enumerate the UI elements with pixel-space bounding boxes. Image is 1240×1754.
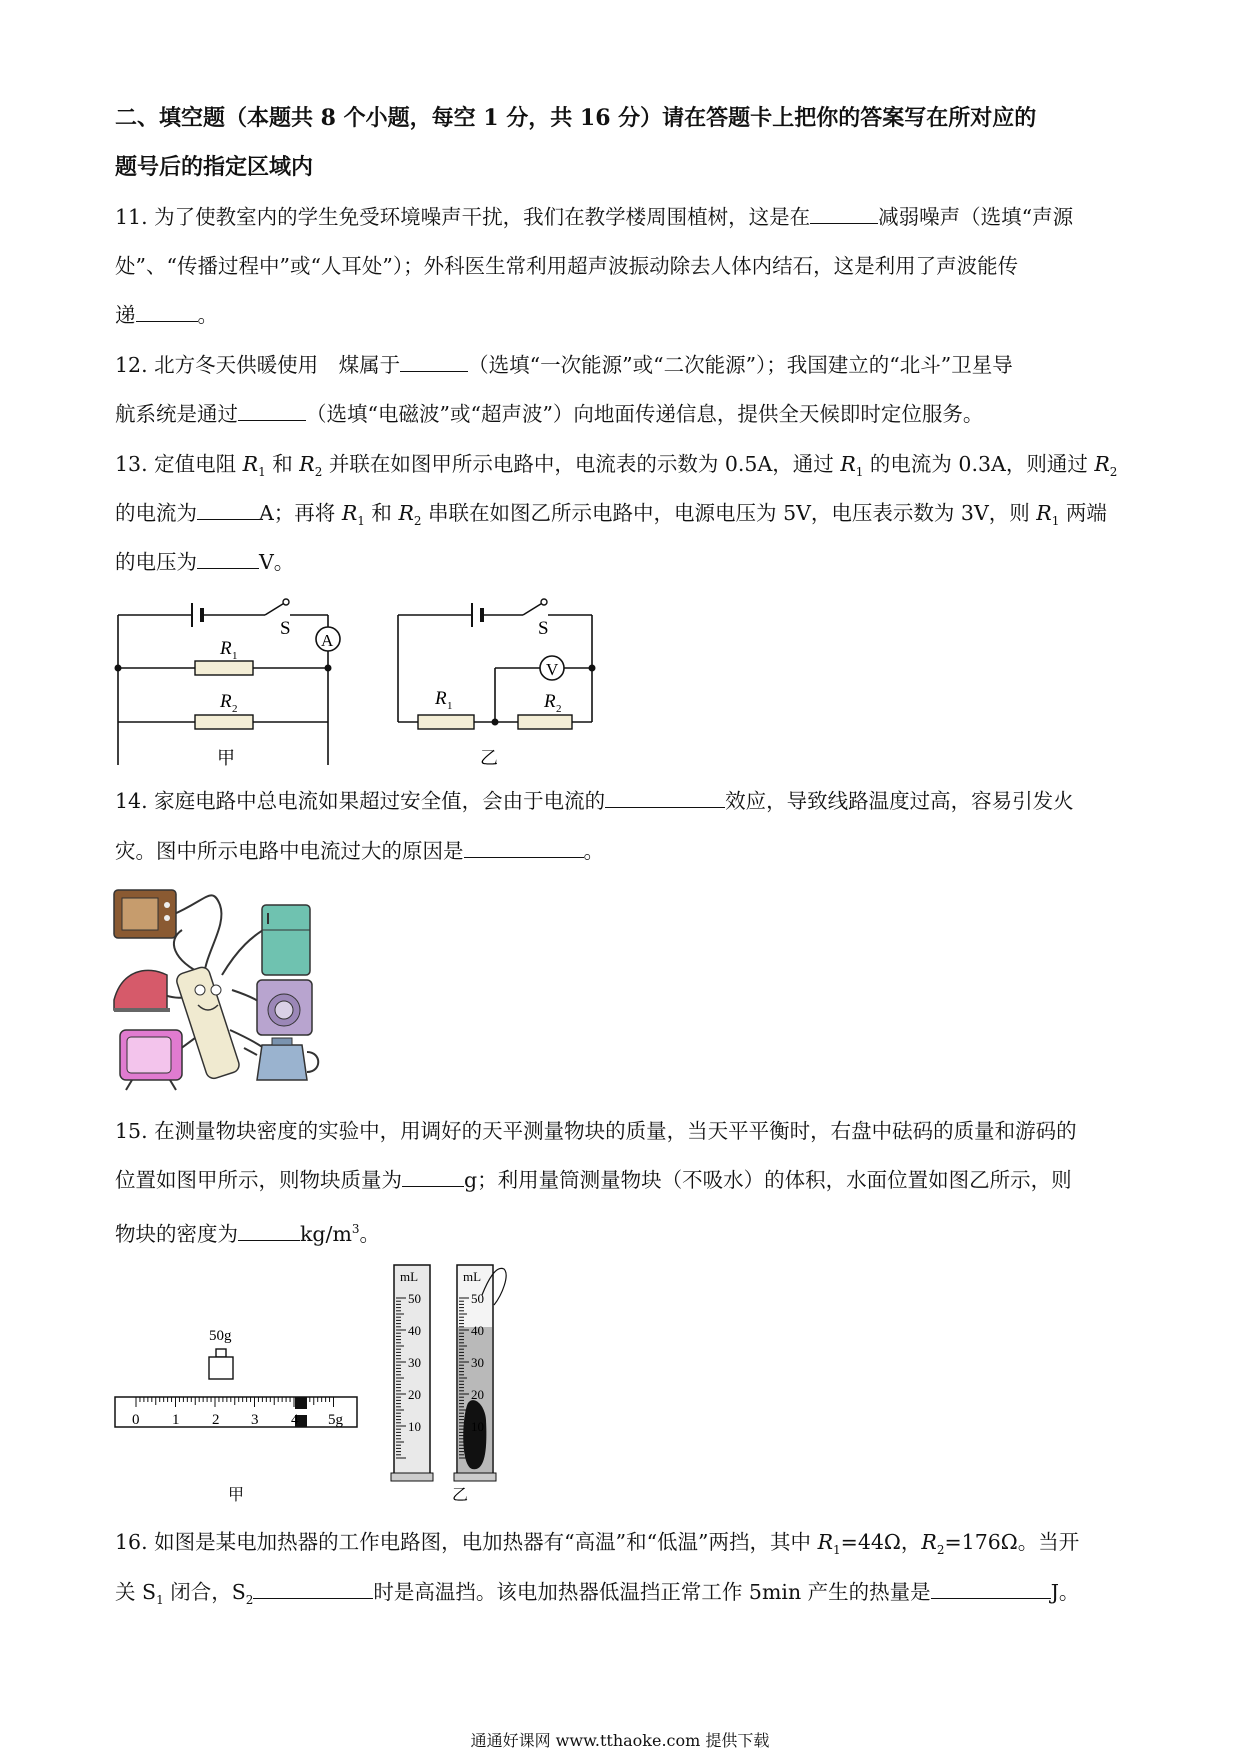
q14-text: 灾。图中所示电路中电流过大的原因是 bbox=[115, 839, 464, 863]
ammeter-label: A bbox=[321, 631, 334, 650]
answer-blank[interactable] bbox=[402, 1168, 464, 1187]
sup: 3 bbox=[351, 1222, 360, 1236]
cylinder-tick: 50 bbox=[471, 1291, 484, 1306]
figure-label-yi: 乙 bbox=[452, 1487, 469, 1504]
sub: 1 bbox=[258, 465, 266, 480]
fridge-icon bbox=[262, 905, 310, 975]
q15-text: kg/m bbox=[300, 1221, 352, 1246]
answer-blank[interactable] bbox=[238, 1222, 300, 1241]
weight-icon bbox=[209, 1349, 233, 1379]
q13-text: 13. 定值电阻 bbox=[115, 452, 243, 476]
q13-text: A；再将 bbox=[259, 501, 342, 525]
q13-text: 并联在如图甲所示电路中，电流表的示数为 0.5A，通过 bbox=[322, 452, 841, 476]
r-symbol: R bbox=[1036, 501, 1052, 525]
sub: 2 bbox=[1109, 465, 1118, 480]
beam-tick-label: 1 bbox=[172, 1412, 180, 1428]
q14-text: 。 bbox=[583, 839, 604, 863]
kettle-icon bbox=[244, 1038, 318, 1080]
footer-credit: 通通好课网 www.tthaoke.com 提供下载 bbox=[470, 1731, 770, 1750]
q13-text: 和 bbox=[364, 501, 399, 525]
q12-text-2b: （选填“电磁波”或“超声波”）向地面传递信息，提供全天候即时定位服务。 bbox=[306, 402, 984, 426]
r-symbol: R bbox=[1094, 452, 1110, 476]
q13-line3 bbox=[115, 547, 1130, 577]
answer-blank[interactable] bbox=[197, 550, 259, 569]
iron-icon bbox=[114, 970, 170, 1010]
q13-text: 的电压为 bbox=[115, 550, 197, 574]
beam-tick-label: 5g bbox=[328, 1412, 343, 1428]
q16-text: 16. 如图是某电加热器的工作电路图，电加热器有“高温”和“低温”两挡，其中 bbox=[115, 1530, 818, 1554]
q11-text-1b: 减弱噪声（选填“声源 bbox=[878, 205, 1074, 229]
r-sub: 1 bbox=[447, 700, 453, 712]
q11-text-1a: 11. 为了使教室内的学生免受环境噪声干扰，我们在教学楼周围植树，这是在 bbox=[115, 205, 811, 229]
beam-tick-label: 4 bbox=[291, 1412, 299, 1428]
q13-line1 bbox=[115, 449, 1130, 487]
q15-line1: 15. 在测量物块密度的实验中，用调好的天平测量物块的质量，当天平平衡时，右盘中砝码的质量和游码的 bbox=[115, 1119, 1077, 1143]
q16-line1 bbox=[115, 1527, 1130, 1565]
sub: 1 bbox=[855, 465, 864, 480]
q14-line2 bbox=[115, 836, 1130, 866]
answer-blank[interactable] bbox=[931, 1580, 1051, 1599]
q13-text: 串联在如图乙所示电路中，电源电压为 5V，电压表示数为 3V，则 bbox=[421, 501, 1037, 525]
answer-blank[interactable] bbox=[605, 789, 725, 808]
resistor-r2-icon bbox=[195, 715, 253, 729]
section-heading-line2: 题号后的指定区域内 bbox=[115, 154, 314, 180]
r-symbol: R bbox=[840, 452, 856, 476]
sub: 2 bbox=[314, 465, 323, 480]
r-symbol: R bbox=[817, 1530, 833, 1554]
cylinder-unit: mL bbox=[400, 1269, 419, 1284]
q16-text: 闭合，S bbox=[163, 1580, 246, 1604]
q13-text: 两端 bbox=[1059, 501, 1107, 525]
q12-text-1a: 12. 北方冬天供暖使用 煤属于 bbox=[115, 353, 401, 377]
q16-line2 bbox=[115, 1577, 1130, 1615]
answer-blank[interactable] bbox=[464, 839, 584, 858]
q13-circuit-figures bbox=[110, 590, 610, 780]
q13-text: V。 bbox=[259, 550, 295, 574]
q14-line1 bbox=[115, 786, 1130, 816]
q15-line2 bbox=[115, 1165, 1130, 1195]
cylinder-tick: 10 bbox=[471, 1419, 484, 1434]
switch-label: S bbox=[538, 618, 549, 639]
q14-text: 14. 家庭电路中总电流如果超过安全值，会由于电流的 bbox=[115, 789, 606, 813]
r-symbol: R bbox=[341, 501, 358, 525]
q11-line2: 处”、“传播过程中”或“人耳处”）；外科医生常利用超声波振动除去人体内结石，这是利用了声波能传 bbox=[115, 254, 1019, 278]
q11-line1 bbox=[115, 202, 1130, 232]
beam-tick-label: 0 bbox=[132, 1412, 140, 1428]
r-sub: 2 bbox=[232, 703, 238, 715]
r-label: R bbox=[544, 691, 556, 712]
q12-text-2a: 航系统是通过 bbox=[115, 402, 238, 426]
q13-text: 的电流为 bbox=[115, 501, 197, 525]
sub: 2 bbox=[413, 514, 422, 529]
cylinder-tick: 40 bbox=[408, 1323, 421, 1338]
section-heading-line1: 二、填空题（本题共 8 个小题，每空 1 分，共 16 分）请在答题卡上把你的答案写在所对应的 bbox=[115, 105, 1037, 131]
figure-label-yi: 乙 bbox=[480, 748, 498, 768]
r-symbol: R bbox=[299, 452, 315, 476]
r-label: R bbox=[435, 688, 447, 709]
q15-line3 bbox=[115, 1214, 1130, 1249]
r-label: R bbox=[220, 691, 232, 712]
q16-text: =44Ω， bbox=[840, 1530, 922, 1554]
r-sub: 2 bbox=[556, 703, 562, 715]
q11-line3 bbox=[115, 300, 1130, 330]
block-icon bbox=[463, 1400, 486, 1469]
microwave-icon bbox=[114, 890, 176, 938]
power-strip-icon bbox=[175, 965, 241, 1080]
q16-text: 关 S bbox=[115, 1580, 157, 1604]
cylinder-unit: mL bbox=[463, 1269, 482, 1284]
q11-text-3b: 。 bbox=[197, 303, 218, 327]
q15-figures bbox=[110, 1255, 530, 1505]
voltmeter-label: V bbox=[546, 660, 559, 679]
q13-text: 的电流为 0.3A，则通过 bbox=[863, 452, 1095, 476]
r-symbol: R bbox=[242, 452, 259, 476]
answer-blank[interactable] bbox=[810, 205, 878, 224]
r-label: R bbox=[220, 638, 232, 659]
sub: 1 bbox=[833, 1543, 841, 1558]
answer-blank[interactable] bbox=[253, 1580, 373, 1599]
q15-text: 物块的密度为 bbox=[115, 1221, 238, 1246]
cylinder-tick: 40 bbox=[471, 1323, 484, 1338]
sub: 1 bbox=[156, 1593, 164, 1608]
beam-tick-label: 3 bbox=[251, 1412, 259, 1428]
sub: 2 bbox=[936, 1543, 945, 1558]
tv-icon bbox=[120, 1030, 182, 1090]
q16-text: J。 bbox=[1050, 1580, 1080, 1604]
q15-text: g；利用量筒测量物块（不吸水）的体积，水面位置如图乙所示，则 bbox=[464, 1168, 1072, 1192]
switch-label: S bbox=[280, 618, 291, 639]
q13-line2 bbox=[115, 498, 1130, 536]
q15-text: 。 bbox=[359, 1221, 381, 1246]
r-symbol: R bbox=[398, 501, 414, 525]
resistor-r1-icon bbox=[418, 715, 474, 729]
q11-text-3a: 递 bbox=[115, 303, 136, 327]
cylinder-tick: 50 bbox=[408, 1291, 421, 1306]
r-symbol: R bbox=[921, 1530, 937, 1554]
answer-blank[interactable] bbox=[238, 402, 306, 421]
q12-text-1b: （选填“一次能源”或“二次能源”）；我国建立的“北斗”卫星导 bbox=[468, 353, 1013, 377]
overloaded-outlet-illustration bbox=[112, 880, 337, 1095]
cylinder-tick: 20 bbox=[408, 1387, 421, 1402]
weight-label: 50g bbox=[209, 1328, 232, 1344]
sub: 1 bbox=[357, 514, 365, 529]
answer-blank[interactable] bbox=[197, 501, 259, 520]
cylinder-tick: 10 bbox=[408, 1419, 421, 1434]
answer-blank[interactable] bbox=[400, 353, 468, 372]
cylinder-tick: 30 bbox=[408, 1355, 421, 1370]
washing-machine-icon bbox=[257, 980, 312, 1035]
q13-text: 和 bbox=[265, 452, 300, 476]
cylinder-tick: 30 bbox=[471, 1355, 484, 1370]
beam-tick-label: 2 bbox=[212, 1412, 220, 1428]
q12-line2 bbox=[115, 399, 1130, 429]
q12-line1 bbox=[115, 350, 1130, 380]
q16-text: 时是高温挡。该电加热器低温挡正常工作 5min 产生的热量是 bbox=[373, 1580, 931, 1604]
q14-text: 效应，导致线路温度过高，容易引发火 bbox=[725, 789, 1074, 813]
resistor-r2-icon bbox=[518, 715, 572, 729]
figure-label-jia: 甲 bbox=[217, 748, 235, 768]
figure-label-jia: 甲 bbox=[228, 1487, 245, 1504]
sub: 2 bbox=[245, 1593, 254, 1608]
q16-text: =176Ω。当开 bbox=[944, 1530, 1080, 1554]
q15-text: 位置如图甲所示，则物块质量为 bbox=[115, 1168, 402, 1192]
resistor-r1-icon bbox=[195, 661, 253, 675]
cylinder-tick: 20 bbox=[471, 1387, 484, 1402]
answer-blank[interactable] bbox=[136, 303, 198, 322]
r-sub: 1 bbox=[232, 650, 238, 662]
sub: 1 bbox=[1051, 514, 1060, 529]
